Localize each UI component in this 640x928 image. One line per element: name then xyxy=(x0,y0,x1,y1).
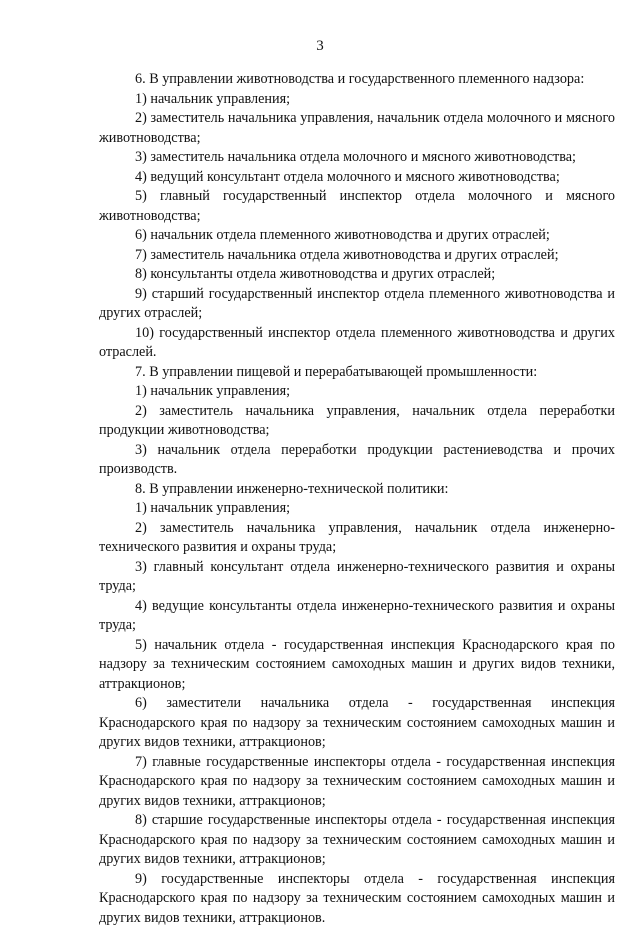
list-item: 2) заместитель начальника управления, начальник отдела молочного и мясного животноводства; xyxy=(99,109,615,148)
list-item: 7) главные государственные инспекторы отдела - государственная инспекция Краснодарского края по надзору за техническим состоянием самоходных машин и других видов техники, аттракционов; xyxy=(99,753,615,812)
list-item: 1) начальник управления; xyxy=(99,499,615,519)
list-item: 8) консультанты отдела животноводства и других отраслей; xyxy=(99,265,615,285)
list-item: 9) государственные инспекторы отдела - государственная инспекция Краснодарского края по надзору за техническим состоянием самоходных машин и других видов техники, аттракционов. xyxy=(99,870,615,928)
list-item: 4) ведущий консультант отдела молочного и мясного животноводства; xyxy=(99,168,615,188)
document-body xyxy=(99,70,615,928)
list-item: 3) заместитель начальника отдела молочного и мясного животноводства; xyxy=(99,148,615,168)
list-item: 6) начальник отдела племенного животноводства и других отраслей; xyxy=(99,226,615,246)
list-item: 9) старший государственный инспектор отдела племенного животноводства и других отраслей; xyxy=(99,285,615,324)
list-item: 8) старшие государственные инспекторы отдела - государственная инспекция Краснодарского края по надзору за техническим состоянием самоходных машин и других видов техники, аттракционов; xyxy=(99,811,615,870)
page-number: 3 xyxy=(0,38,640,55)
list-item: 2) заместитель начальника управления, начальник отдела инженерно-технического развития и охраны труда; xyxy=(99,519,615,558)
list-item: 1) начальник управления; xyxy=(99,382,615,402)
section-heading-8: 8. В управлении инженерно-технической политики: xyxy=(99,480,615,500)
list-item: 5) главный государственный инспектор отдела молочного и мясного животноводства; xyxy=(99,187,615,226)
list-item: 1) начальник управления; xyxy=(99,90,615,110)
list-item: 3) начальник отдела переработки продукции растениеводства и прочих производств. xyxy=(99,441,615,480)
list-item: 10) государственный инспектор отдела племенного животноводства и других отраслей. xyxy=(99,324,615,363)
section-heading-6: 6. В управлении животноводства и государственного племенного надзора: xyxy=(99,70,615,90)
list-item: 7) заместитель начальника отдела животноводства и других отраслей; xyxy=(99,246,615,266)
list-item: 6) заместители начальника отдела - государственная инспекция Краснодарского края по надзору за техническим состоянием самоходных машин и других видов техники, аттракционов; xyxy=(99,694,615,753)
list-item: 3) главный консультант отдела инженерно-технического развития и охраны труда; xyxy=(99,558,615,597)
list-item: 2) заместитель начальника управления, начальник отдела переработки продукции животноводства; xyxy=(99,402,615,441)
section-heading-7: 7. В управлении пищевой и перерабатывающей промышленности: xyxy=(99,363,615,383)
list-item: 5) начальник отдела - государственная инспекция Краснодарского края по надзору за техническим состоянием самоходных машин и других видов техники, аттракционов; xyxy=(99,636,615,695)
list-item: 4) ведущие консультанты отдела инженерно-технического развития и охраны труда; xyxy=(99,597,615,636)
